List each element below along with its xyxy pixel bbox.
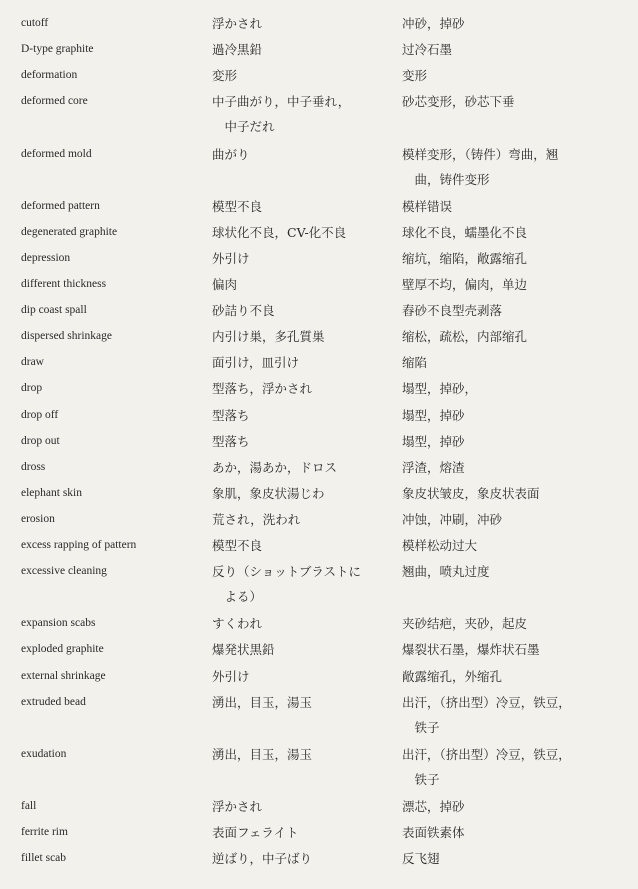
chinese-term: 漂芯，掉砂 bbox=[402, 799, 465, 814]
japanese-term: 砂詰り不良 bbox=[212, 303, 275, 319]
chinese-term: 爆裂状石墨，爆炸状石墨 bbox=[402, 642, 540, 658]
chinese-term: 缩坑，缩陷，敞露缩孔 bbox=[402, 250, 528, 266]
english-term: ferrite rim bbox=[21, 826, 68, 839]
chinese-term: 象皮状皱皮，象皮状表面 bbox=[402, 485, 540, 501]
japanese-term: 象肌，象皮状湯じわ bbox=[212, 485, 325, 501]
chinese-term: 塌型，掉砂 bbox=[402, 433, 465, 449]
japanese-term: 湧出，目玉，湯玉 bbox=[212, 746, 313, 762]
english-term: drop off bbox=[21, 408, 59, 421]
chinese-term: 缩陷 bbox=[402, 355, 428, 371]
chinese-term: 塌型，掉砂 bbox=[402, 407, 465, 423]
chinese-term: 变形 bbox=[402, 68, 428, 84]
chinese-term: 夹砂结疤，夹砂，起皮 bbox=[402, 616, 528, 632]
chinese-term: 模样错误 bbox=[402, 198, 453, 214]
japanese-term: 偏肉 bbox=[212, 277, 238, 292]
japanese-term: 湧出，目玉，湯玉 bbox=[212, 694, 313, 710]
english-term: D-type graphite bbox=[21, 43, 94, 56]
english-term: fall bbox=[21, 800, 37, 812]
english-term: different thickness bbox=[21, 278, 107, 290]
english-term: expansion scabs bbox=[21, 617, 96, 630]
english-term: drop out bbox=[21, 434, 60, 447]
japanese-term: 曲がり bbox=[212, 146, 250, 162]
japanese-term: 模型不良 bbox=[212, 198, 263, 214]
chinese-term: 缩松，疏松，内部缩孔 bbox=[402, 329, 528, 345]
english-term: external shrinkage bbox=[21, 669, 106, 682]
english-term: deformation bbox=[21, 69, 78, 82]
japanese-term: 逆ばり，中子ばり bbox=[212, 851, 313, 867]
english-term: degenerated graphite bbox=[21, 225, 118, 238]
english-term: deformed core bbox=[21, 95, 88, 108]
english-term: excess rapping of pattern bbox=[21, 539, 137, 551]
japanese-term: 中子曲がり，中子垂れ， 中子だれ bbox=[212, 94, 351, 135]
chinese-term: 翘曲，喷丸过度 bbox=[402, 564, 490, 580]
chinese-term: 敞露缩孔，外缩孔 bbox=[402, 668, 503, 684]
english-term: deformed pattern bbox=[21, 199, 100, 212]
chinese-term: 模样变形，（铸件）弯曲，翘 曲，铸件变形 bbox=[402, 146, 559, 187]
japanese-term: 浮かされ bbox=[212, 799, 263, 814]
japanese-term: すくわれ bbox=[212, 616, 263, 632]
english-term: excessive cleaning bbox=[21, 565, 107, 578]
japanese-term: 表面フェライト bbox=[212, 825, 299, 841]
japanese-term: 爆発状黒鉛 bbox=[212, 642, 275, 658]
english-term: dross bbox=[21, 460, 46, 473]
chinese-term: 舂砂不良型壳剥落 bbox=[402, 303, 503, 319]
japanese-term: 型落ち，浮かされ bbox=[212, 381, 313, 397]
chinese-term: 表面铁素体 bbox=[402, 825, 465, 841]
japanese-term: 面引け，皿引け bbox=[212, 355, 300, 371]
japanese-term: 反り（ショットブラストに よる） bbox=[212, 564, 362, 605]
chinese-term: 出汗，（挤出型）冷豆，铁豆， 铁子 bbox=[402, 694, 571, 735]
japanese-term: 型落ち bbox=[212, 407, 250, 423]
japanese-term: 変形 bbox=[212, 68, 238, 84]
english-term: depression bbox=[21, 251, 71, 264]
chinese-term: 出汗，（挤出型）冷豆，铁豆， 铁子 bbox=[402, 746, 571, 787]
english-term: fillet scab bbox=[21, 852, 67, 865]
chinese-term: 塌型，掉砂， bbox=[402, 381, 478, 397]
english-term: erosion bbox=[21, 512, 55, 525]
japanese-term: あか，湯あか，ドロス bbox=[212, 459, 338, 475]
japanese-term: 荒され，洗われ bbox=[212, 511, 301, 527]
chinese-term: 冲砂，掉砂 bbox=[402, 16, 465, 31]
japanese-term: 球状化不良，CV-化不良 bbox=[212, 224, 347, 240]
english-term: exudation bbox=[21, 747, 67, 760]
english-term: dispersed shrinkage bbox=[21, 330, 113, 343]
chinese-term: 壁厚不均，偏肉，单边 bbox=[402, 277, 528, 292]
chinese-term: 球化不良，蠕墨化不良 bbox=[402, 224, 528, 240]
chinese-term: 模样松动过大 bbox=[402, 538, 478, 553]
chinese-term: 浮渣，熔渣 bbox=[402, 459, 465, 475]
chinese-term: 反飞翅 bbox=[402, 851, 440, 867]
chinese-term: 冲蚀，冲刷，冲砂 bbox=[402, 511, 503, 527]
japanese-term: 過冷黒鉛 bbox=[212, 42, 263, 58]
english-term: exploded graphite bbox=[21, 643, 104, 656]
english-term: dip coast spall bbox=[21, 304, 87, 317]
japanese-term: 模型不良 bbox=[212, 538, 263, 553]
english-term: drop bbox=[21, 382, 43, 395]
chinese-term: 过冷石墨 bbox=[402, 42, 453, 58]
english-term: extruded bead bbox=[21, 695, 86, 708]
english-term: draw bbox=[21, 356, 44, 369]
english-term: cutoff bbox=[21, 17, 49, 29]
japanese-term: 内引け巣，多孔質巣 bbox=[212, 329, 325, 345]
japanese-term: 浮かされ bbox=[212, 16, 263, 31]
english-term: elephant skin bbox=[21, 486, 82, 499]
japanese-term: 型落ち bbox=[212, 433, 250, 449]
english-term: deformed mold bbox=[21, 147, 92, 160]
japanese-term: 外引け bbox=[212, 250, 250, 266]
japanese-term: 外引け bbox=[212, 668, 250, 684]
chinese-term: 砂芯变形，砂芯下垂 bbox=[402, 94, 515, 110]
